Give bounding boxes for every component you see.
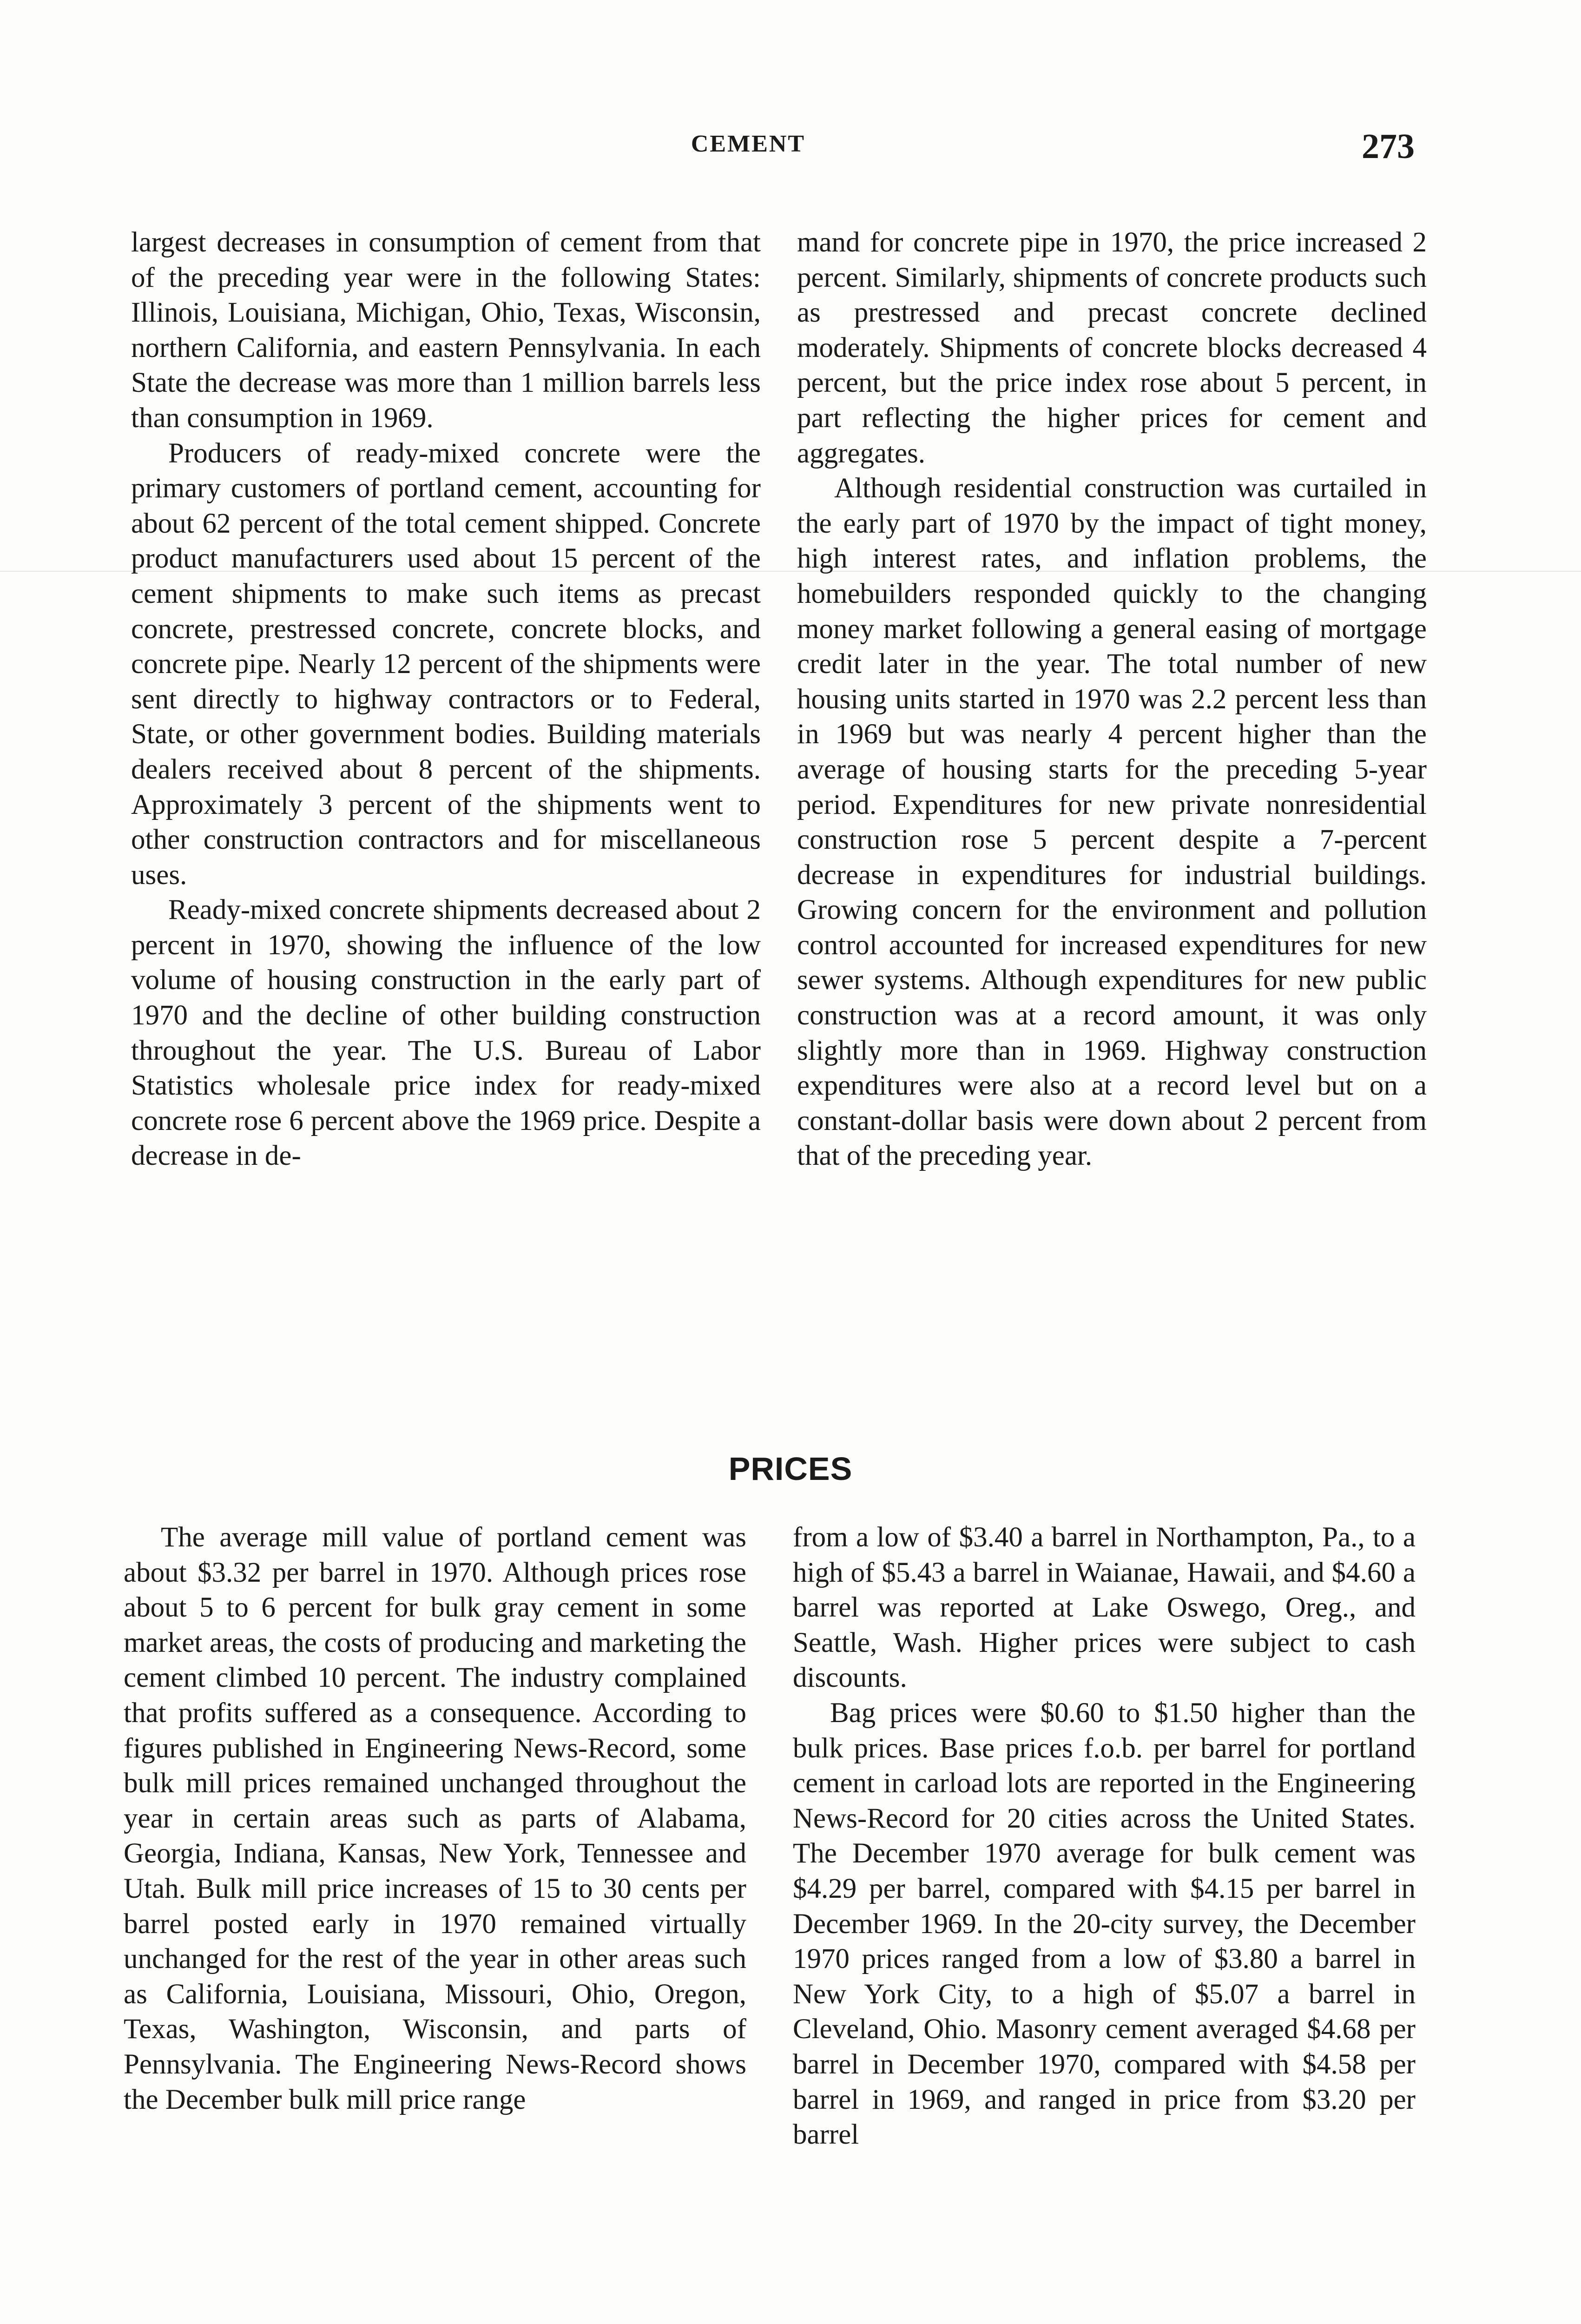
paragraph-ready-mixed-customers: Producers of ready-mixed concrete were the primary customers of portland cement, accounting for about 62 percent of the total cement shipped. Concrete product manufacturers used about 15 percent of the cement shipments to make such items as precast concrete, prestressed concrete, concrete blocks, and concrete pipe. Nearly 12 percent of the shipments were sent directly to highway contractors or to Federal, State, or other government bodies. Building materials dealers received about 8 percent of the shipments. Approximately 3 percent of the shipments went to other construction contractors and for miscellaneous uses.	[131, 437, 761, 891]
prices-heading: PRICES	[728, 1451, 853, 1487]
paragraph-price-range: from a low of $3.40 a barrel in Northampton, Pa., to a high of $5.43 a barrel in Waianae, Hawaii, and $4.60 a barrel was reported at Lake Oswego, Oreg., and Seattle, Wash. Higher prices were subject to cash discounts.	[793, 1522, 1416, 1694]
paragraph-residential-construction: Although residential construction was curtailed in the early part of 1970 by the impact of tight money, high interest rates, and inflation problems, the homebuilders responded quickly to the changing money market following a general easing of mortgage credit later in the year. The total number of new housing units started in 1970 was 2.2 percent less than in 1969 but was nearly 4 percent higher than the average of housing starts for the preceding 5-year period. Expenditures for new private nonresidential construction rose 5 percent despite a 7-percent decrease in expenditures for industrial buildings. Growing concern for the environment and pollution control accounted for increased expenditures for new sewer systems. Although expenditures for new public construction was at a record amount, it was only slightly more than in 1969. Highway construction expenditures were also at a record level but on a constant-dollar basis were down about 2 percent from that of the preceding year.	[797, 473, 1427, 1172]
prices-right-column	[793, 1520, 1416, 2152]
running-header	[0, 127, 1581, 167]
section-one-right-column	[797, 225, 1427, 1174]
running-title: CEMENT	[691, 131, 806, 157]
prices-left-column	[124, 1520, 746, 2117]
section-one-left-column	[131, 225, 761, 1174]
paragraph-average-mill-value: The average mill value of portland cement was about $3.32 per barrel in 1970. Although prices rose about 5 to 6 percent for bulk gray cement in some market areas, the costs of producing and marketing the cement climbed 10 percent. The industry complained that profits suffered as a consequence. According to figures published in Engineering News-Record, some bulk mill prices remained unchanged throughout the year in certain areas such as parts of Alabama, Georgia, Indiana, Kansas, New York, Tennessee and Utah. Bulk mill price increases of 15 to 30 cents per barrel posted early in 1970 remained virtually unchanged for the rest of the year in other areas such as California, Louisiana, Missouri, Ohio, Oregon, Texas, Washington, Wisconsin, and parts of Pennsylvania. The Engineering News-Record shows the December bulk mill price range	[124, 1522, 746, 2115]
paragraph-ready-mixed-shipments: Ready-mixed concrete shipments decreased about 2 percent in 1970, showing the influence of the low volume of housing construction in the early part of 1970 and the decline of other building construction throughout the year. The U.S. Bureau of Labor Statistics wholesale price index for ready-mixed concrete rose 6 percent above the 1969 price. Despite a decrease in de-	[131, 894, 761, 1172]
paragraph-bag-prices: Bag prices were $0.60 to $1.50 higher than the bulk prices. Base prices f.o.b. per barrel for portland cement in carload lots are reported in the Engineering News-Record for 20 cities across the United States. The December 1970 average for bulk cement was $4.29 per barrel, compared with $4.15 per barrel in December 1969. In the 20-city survey, the December 1970 prices ranged from a low of $3.80 a barrel in New York City, to a high of $5.07 a barrel in Cleveland, Ohio. Masonry cement averaged $4.68 per barrel in December 1970, compared with $4.58 per barrel in 1969, and ranged in price from $3.20 per barrel	[793, 1697, 1416, 2151]
paragraph-consumption-decreases: largest decreases in consumption of cement from that of the preceding year were in the following States: Illinois, Louisiana, Michigan, Ohio, Texas, Wisconsin, northern California, and eastern Pennsylvania. In each State the decrease was more than 1 million barrels less than consumption in 1969.	[131, 227, 761, 434]
page-number: 273	[1362, 127, 1415, 166]
paragraph-concrete-pipe: mand for concrete pipe in 1970, the price increased 2 percent. Similarly, shipments of concrete products such as prestressed and precast concrete declined moderately. Shipments of concrete blocks decreased 4 percent, but the price index rose about 5 percent, in part reflecting the higher prices for cement and aggregates.	[797, 227, 1427, 469]
